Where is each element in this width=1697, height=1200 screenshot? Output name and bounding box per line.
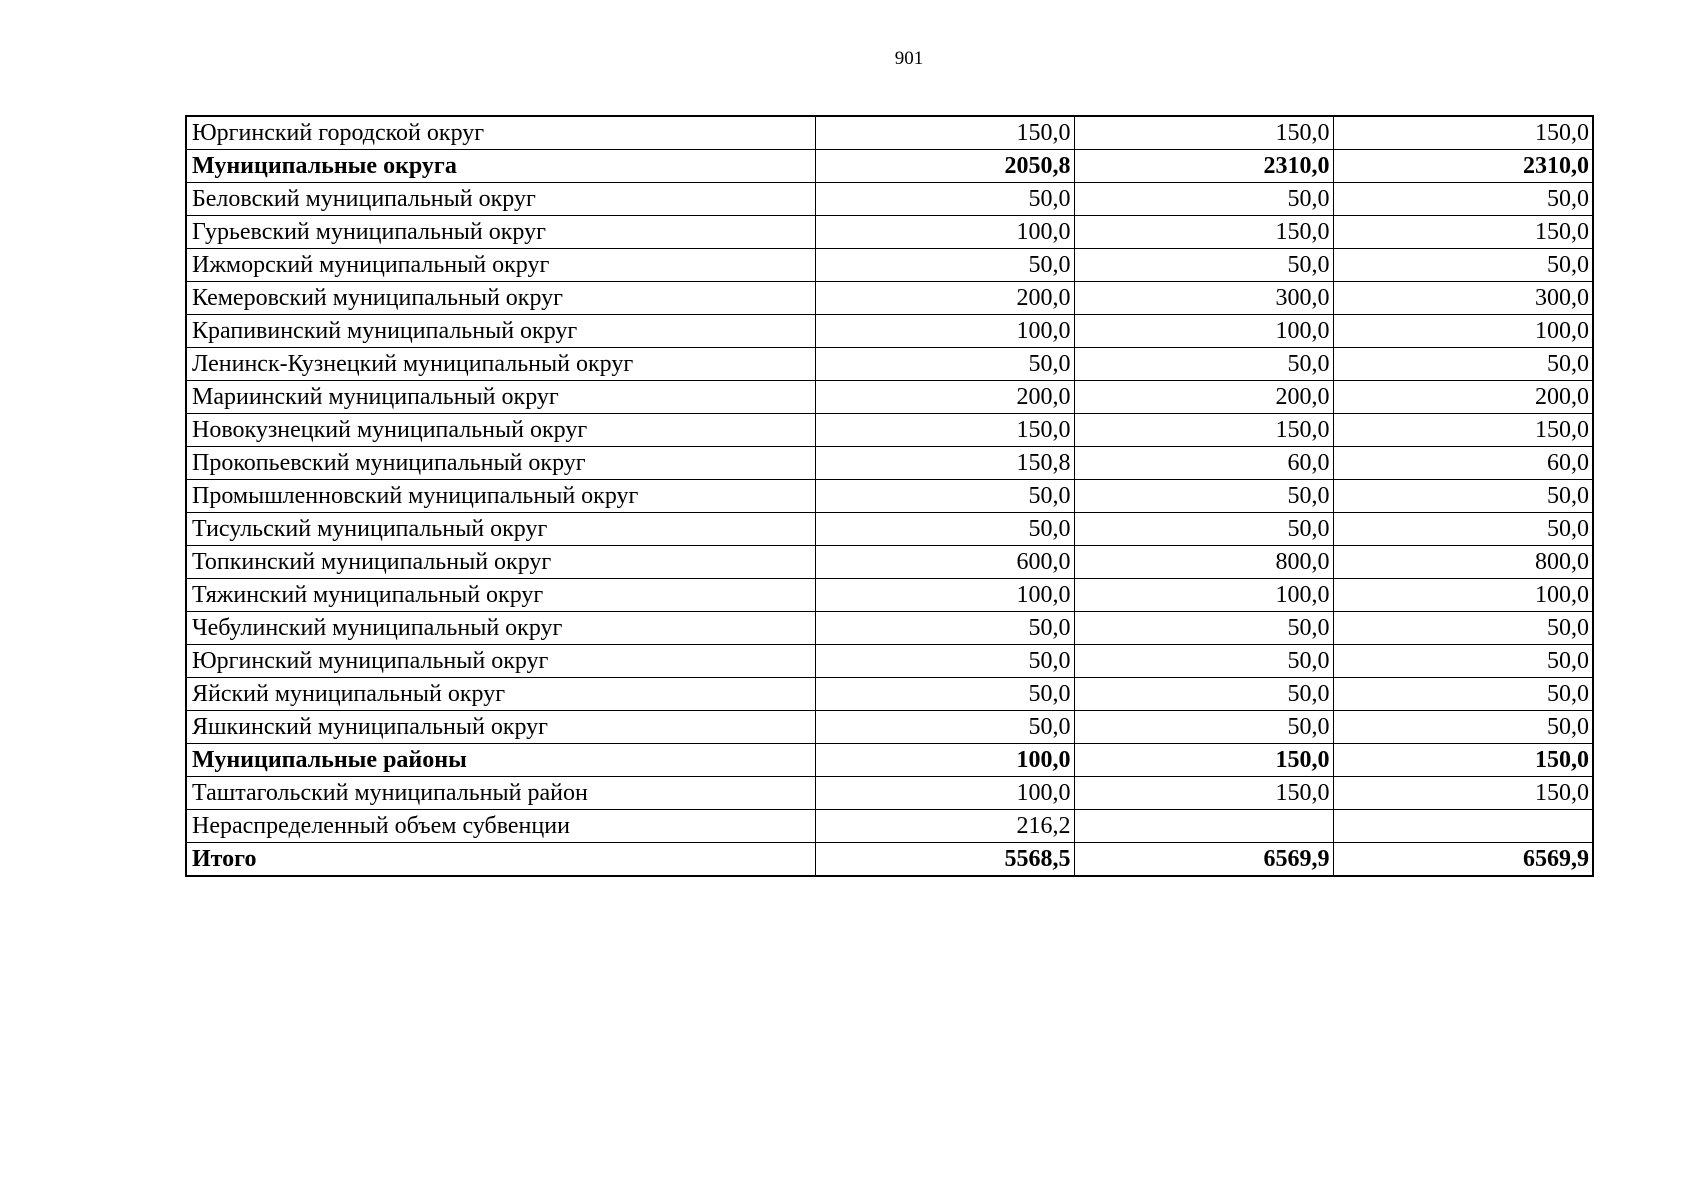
- row-value-2-cell: [1074, 810, 1333, 843]
- table-row: [186, 381, 1593, 414]
- row-value-3-cell: 50,0: [1333, 183, 1593, 216]
- row-value-2-cell: 150,0: [1074, 744, 1333, 777]
- row-value-2-cell: 100,0: [1074, 579, 1333, 612]
- row-name-cell: Ижморский муниципальный округ: [186, 249, 815, 282]
- table-row: [186, 546, 1593, 579]
- row-value-2-cell: 50,0: [1074, 513, 1333, 546]
- row-value-1-cell: 50,0: [815, 183, 1074, 216]
- row-value-1-cell: 50,0: [815, 513, 1074, 546]
- row-value-3-cell: 300,0: [1333, 282, 1593, 315]
- table-row: [186, 249, 1593, 282]
- row-name-cell: Беловский муниципальный округ: [186, 183, 815, 216]
- row-value-2-cell: 2310,0: [1074, 150, 1333, 183]
- row-name-cell: Юргинский муниципальный округ: [186, 645, 815, 678]
- row-name-cell: Кемеровский муниципальный округ: [186, 282, 815, 315]
- row-value-3-cell: 50,0: [1333, 678, 1593, 711]
- row-value-3-cell: 150,0: [1333, 777, 1593, 810]
- row-value-2-cell: 50,0: [1074, 678, 1333, 711]
- table-row-total: [186, 744, 1593, 777]
- row-name-cell: Крапивинский муниципальный округ: [186, 315, 815, 348]
- table-body: [186, 116, 1593, 876]
- row-value-3-cell: 150,0: [1333, 116, 1593, 150]
- table-row: [186, 282, 1593, 315]
- row-value-1-cell: 50,0: [815, 612, 1074, 645]
- row-name-cell: Новокузнецкий муниципальный округ: [186, 414, 815, 447]
- row-name-cell: Тяжинский муниципальный округ: [186, 579, 815, 612]
- row-value-2-cell: 50,0: [1074, 183, 1333, 216]
- table-row: [186, 480, 1593, 513]
- row-value-2-cell: 50,0: [1074, 645, 1333, 678]
- row-value-2-cell: 150,0: [1074, 414, 1333, 447]
- row-value-2-cell: 50,0: [1074, 612, 1333, 645]
- row-name-cell: Прокопьевский муниципальный округ: [186, 447, 815, 480]
- row-value-3-cell: 60,0: [1333, 447, 1593, 480]
- row-value-3-cell: 50,0: [1333, 249, 1593, 282]
- row-value-2-cell: 800,0: [1074, 546, 1333, 579]
- row-name-cell: Яйский муниципальный округ: [186, 678, 815, 711]
- row-value-1-cell: 150,0: [815, 414, 1074, 447]
- row-value-1-cell: 100,0: [815, 216, 1074, 249]
- row-value-2-cell: 150,0: [1074, 777, 1333, 810]
- row-value-1-cell: 100,0: [815, 579, 1074, 612]
- row-value-1-cell: 216,2: [815, 810, 1074, 843]
- row-value-1-cell: 200,0: [815, 381, 1074, 414]
- table-row: [186, 678, 1593, 711]
- row-value-1-cell: 100,0: [815, 315, 1074, 348]
- subvention-table: [185, 115, 1594, 877]
- table-row: [186, 711, 1593, 744]
- row-value-2-cell: 200,0: [1074, 381, 1333, 414]
- row-name-cell: Муниципальные районы: [186, 744, 815, 777]
- row-name-cell: Чебулинский муниципальный округ: [186, 612, 815, 645]
- row-name-cell: Топкинский муниципальный округ: [186, 546, 815, 579]
- table-row: [186, 348, 1593, 381]
- row-value-2-cell: 100,0: [1074, 315, 1333, 348]
- row-name-cell: Яшкинский муниципальный округ: [186, 711, 815, 744]
- row-value-3-cell: 50,0: [1333, 612, 1593, 645]
- table-row-total: [186, 843, 1593, 877]
- row-value-3-cell: 800,0: [1333, 546, 1593, 579]
- table-row: [186, 645, 1593, 678]
- row-value-3-cell: 150,0: [1333, 216, 1593, 249]
- row-value-3-cell: 200,0: [1333, 381, 1593, 414]
- row-name-cell: Ленинск-Кузнецкий муниципальный округ: [186, 348, 815, 381]
- row-value-1-cell: 50,0: [815, 645, 1074, 678]
- table-row: [186, 810, 1593, 843]
- row-value-1-cell: 150,8: [815, 447, 1074, 480]
- row-name-cell: Мариинский муниципальный округ: [186, 381, 815, 414]
- row-value-1-cell: 100,0: [815, 777, 1074, 810]
- row-value-1-cell: 50,0: [815, 480, 1074, 513]
- row-value-2-cell: 150,0: [1074, 216, 1333, 249]
- row-value-1-cell: 100,0: [815, 744, 1074, 777]
- row-value-1-cell: 2050,8: [815, 150, 1074, 183]
- table-row: [186, 183, 1593, 216]
- row-value-1-cell: 600,0: [815, 546, 1074, 579]
- row-value-3-cell: 50,0: [1333, 513, 1593, 546]
- page-number: 901: [894, 48, 924, 69]
- row-value-2-cell: 50,0: [1074, 480, 1333, 513]
- row-value-2-cell: 150,0: [1074, 116, 1333, 150]
- row-value-1-cell: 5568,5: [815, 843, 1074, 877]
- row-value-3-cell: 50,0: [1333, 348, 1593, 381]
- row-name-cell: Таштагольский муниципальный район: [186, 777, 815, 810]
- row-value-1-cell: 50,0: [815, 249, 1074, 282]
- row-value-2-cell: 50,0: [1074, 348, 1333, 381]
- table-row: [186, 315, 1593, 348]
- row-value-1-cell: 200,0: [815, 282, 1074, 315]
- row-value-1-cell: 150,0: [815, 116, 1074, 150]
- row-value-2-cell: 50,0: [1074, 711, 1333, 744]
- row-value-3-cell: 150,0: [1333, 414, 1593, 447]
- row-value-3-cell: 50,0: [1333, 711, 1593, 744]
- row-name-cell: Тисульский муниципальный округ: [186, 513, 815, 546]
- table-row: [186, 216, 1593, 249]
- row-name-cell: Итого: [186, 843, 815, 877]
- table-row: [186, 513, 1593, 546]
- row-value-3-cell: 100,0: [1333, 315, 1593, 348]
- row-value-3-cell: 150,0: [1333, 744, 1593, 777]
- row-value-3-cell: 50,0: [1333, 480, 1593, 513]
- row-value-1-cell: 50,0: [815, 711, 1074, 744]
- row-value-3-cell: 100,0: [1333, 579, 1593, 612]
- table-row: [186, 414, 1593, 447]
- row-value-3-cell: [1333, 810, 1593, 843]
- row-value-1-cell: 50,0: [815, 348, 1074, 381]
- row-value-2-cell: 50,0: [1074, 249, 1333, 282]
- row-value-3-cell: 50,0: [1333, 645, 1593, 678]
- table-row: [186, 116, 1593, 150]
- row-name-cell: Гурьевский муниципальный округ: [186, 216, 815, 249]
- table-row: [186, 612, 1593, 645]
- row-value-3-cell: 2310,0: [1333, 150, 1593, 183]
- row-name-cell: Промышленновский муниципальный округ: [186, 480, 815, 513]
- table-row-total: [186, 150, 1593, 183]
- table-row: [186, 579, 1593, 612]
- row-value-2-cell: 6569,9: [1074, 843, 1333, 877]
- table-row: [186, 777, 1593, 810]
- row-name-cell: Муниципальные округа: [186, 150, 815, 183]
- table-row: [186, 447, 1593, 480]
- row-name-cell: Юргинский городской округ: [186, 116, 815, 150]
- row-value-2-cell: 300,0: [1074, 282, 1333, 315]
- row-name-cell: Нераспределенный объем субвенции: [186, 810, 815, 843]
- row-value-3-cell: 6569,9: [1333, 843, 1593, 877]
- row-value-1-cell: 50,0: [815, 678, 1074, 711]
- row-value-2-cell: 60,0: [1074, 447, 1333, 480]
